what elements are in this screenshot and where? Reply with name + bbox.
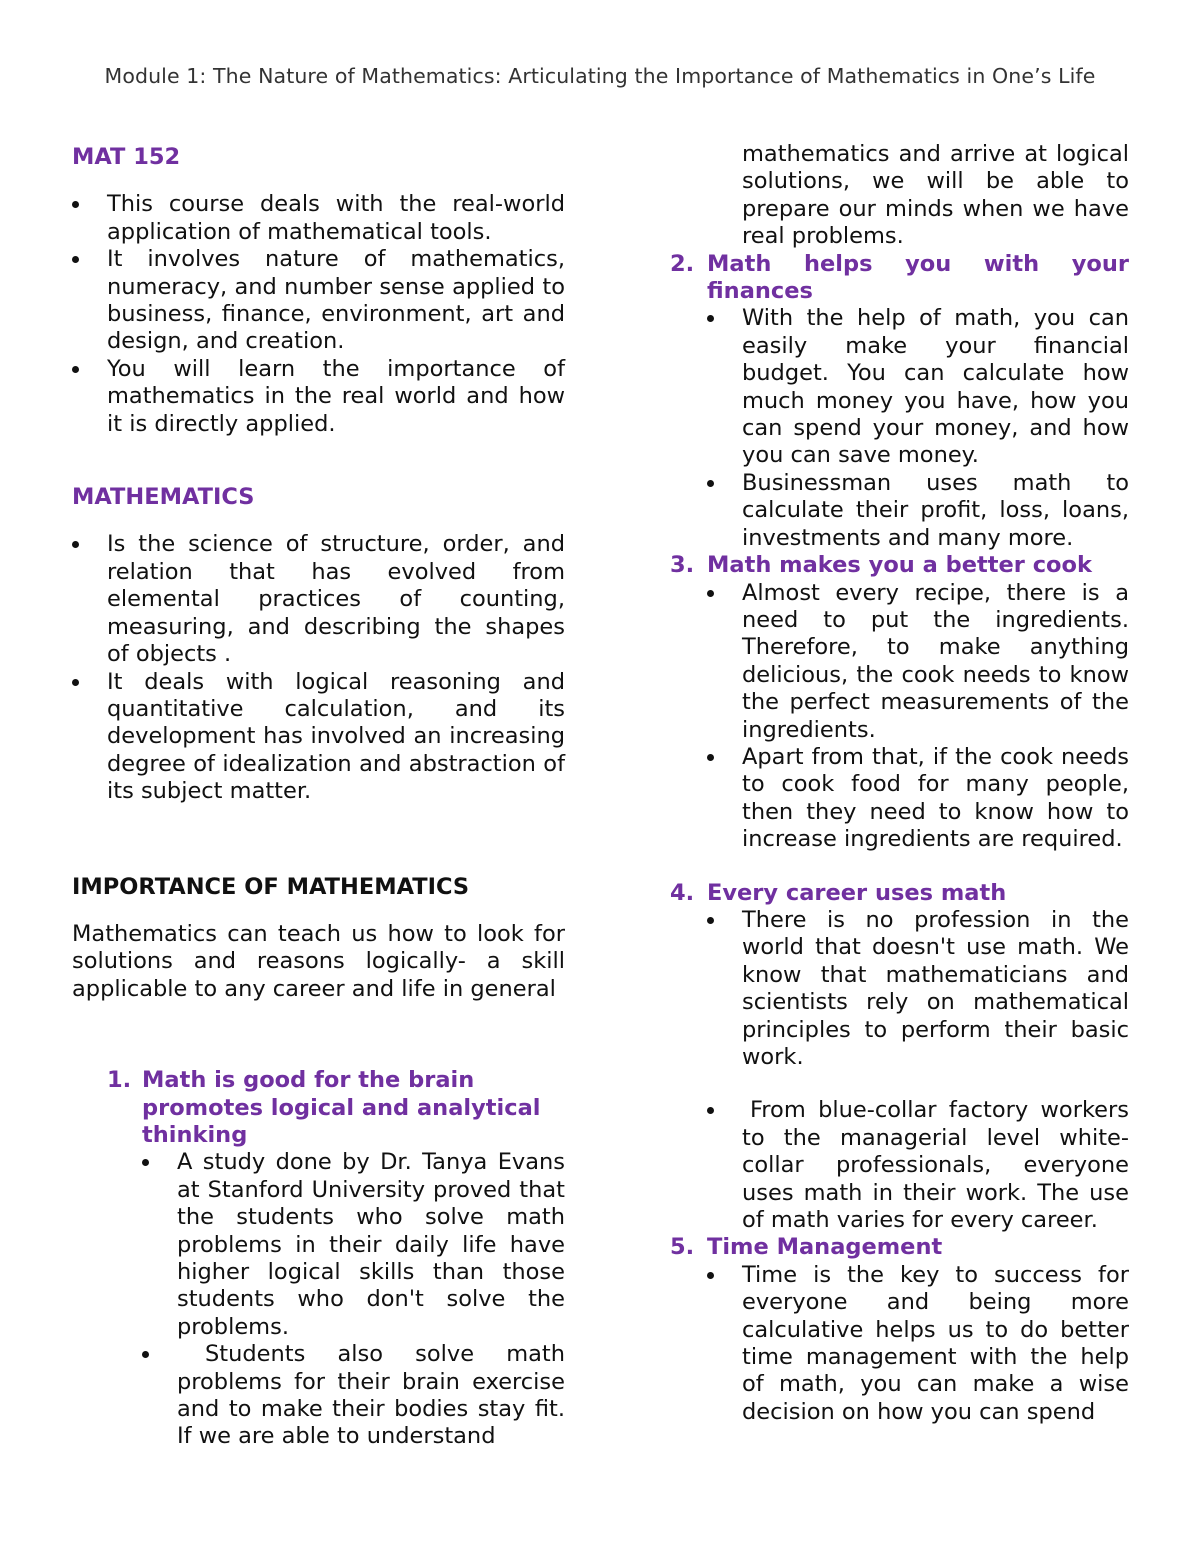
- bullet-dot-icon: [142, 1351, 149, 1358]
- list-item: With the help of math, you can easily make your financial budget. You can calculate how much money you have, how you can spend your money, and how you can save money.: [670, 305, 1129, 469]
- importance-paragraph: Mathematics can teach us how to look for solutions and reasons logically- a skill applicable to any career and life in general: [72, 920, 565, 1002]
- item1-number: 1.: [107, 1067, 132, 1094]
- list-item: Businessman uses math to calculate their profit, loss, loans, investments and many more.: [670, 470, 1129, 552]
- item1-title: 1. Math is good for the brain promotes logical and analytical thinking: [107, 1067, 541, 1148]
- numbered-item-3: [670, 552, 1129, 853]
- bullet-dot-icon: [72, 366, 79, 373]
- list-item: You will learn the importance of mathematics in the real world and how it is directly applied.: [72, 356, 565, 438]
- bullet-dot-icon: [707, 917, 714, 924]
- item5-title: 5. Time Management: [670, 1234, 943, 1261]
- heading-mat152: MAT 152: [72, 144, 181, 170]
- item1-bullets: [72, 1149, 565, 1450]
- bullet-dot-icon: [72, 201, 79, 208]
- bullet-dot-icon: [72, 541, 79, 548]
- item4-title: 4. Every career uses math: [670, 879, 1007, 906]
- item2-title: 2. Math helps you with your finances: [670, 250, 1129, 305]
- left-column: [72, 141, 565, 1451]
- heading-mathematics: MATHEMATICS: [72, 484, 255, 511]
- list-item: Students also solve math problems for their brain exercise and to make their bodies stay fit. If we are able to understand: [72, 1341, 565, 1451]
- item5-number: 5.: [670, 1234, 695, 1261]
- numbered-item-2: [670, 251, 1129, 552]
- bullet-dot-icon: [707, 315, 714, 322]
- bullet-dot-icon: [707, 590, 714, 597]
- mat152-bullets: [72, 191, 565, 438]
- list-item: Is the science of structure, order, and relation that has evolved from elemental practices of counting, measuring, and describing the shapes of objects .: [72, 531, 565, 668]
- numbered-item-1: [72, 1067, 565, 1451]
- mathematics-bullets: [72, 531, 565, 805]
- page-header: Module 1: The Nature of Mathematics: Articulating the Importance of Mathematics in One’s Life: [104, 64, 1096, 88]
- numbered-item-4: [670, 880, 1129, 1235]
- list-item: Almost every recipe, there is a need to put the ingredients. Therefore, to make anything delicious, the cook needs to know the perfect measurements of the ingredients.: [670, 580, 1129, 744]
- bullet-dot-icon: [707, 754, 714, 761]
- list-item: From blue-collar factory workers to the managerial level white-collar professionals, everyone uses math in their work. The use of math varies for every career.: [670, 1097, 1129, 1234]
- list-item: There is no profession in the world that doesn't use math. We know that mathematicians and scientists rely on mathematical principles to perform their basic work.: [670, 907, 1129, 1071]
- bullet-dot-icon: [72, 679, 79, 686]
- list-item: This course deals with the real-world application of mathematical tools.: [72, 191, 565, 246]
- item2-number: 2.: [670, 250, 695, 277]
- item5-bullets: [670, 1262, 1129, 1426]
- item3-title: 3. Math makes you a better cook: [670, 552, 1092, 579]
- list-item: It involves nature of mathematics, numeracy, and number sense applied to business, finance, environment, art and design, and creation.: [72, 246, 565, 356]
- bullet-dot-icon: [707, 1107, 714, 1114]
- right-column: [670, 141, 1129, 1426]
- item4-bullets: [670, 907, 1129, 1234]
- list-item: Time is the key to success for everyone and being more calculative helps us to do better time management with the help of math, you can make a wise decision on how you can spend: [670, 1262, 1129, 1426]
- continuation-text: mathematics and arrive at logical solutions, we will be able to prepare our minds when we have real problems.: [742, 141, 1129, 250]
- bullet-dot-icon: [707, 480, 714, 487]
- item3-bullets: [670, 580, 1129, 854]
- item2-bullets: [670, 305, 1129, 552]
- heading-importance: IMPORTANCE OF MATHEMATICS: [72, 873, 470, 900]
- bullet-dot-icon: [72, 256, 79, 263]
- item4-number: 4.: [670, 879, 695, 906]
- list-item: It deals with logical reasoning and quantitative calculation, and its development has involved an increasing degree of idealization and abstraction of its subject matter.: [72, 669, 565, 806]
- bullet-dot-icon: [707, 1272, 714, 1279]
- item3-number: 3.: [670, 552, 695, 579]
- list-item: Apart from that, if the cook needs to cook food for many people, then they need to know how to increase ingredients are required.: [670, 744, 1129, 854]
- numbered-item-5: [670, 1234, 1129, 1426]
- list-item: A study done by Dr. Tanya Evans at Stanford University proved that the students who solve math problems in their daily life have higher logical skills than those students who don't solve the problems.: [72, 1149, 565, 1341]
- bullet-dot-icon: [142, 1159, 149, 1166]
